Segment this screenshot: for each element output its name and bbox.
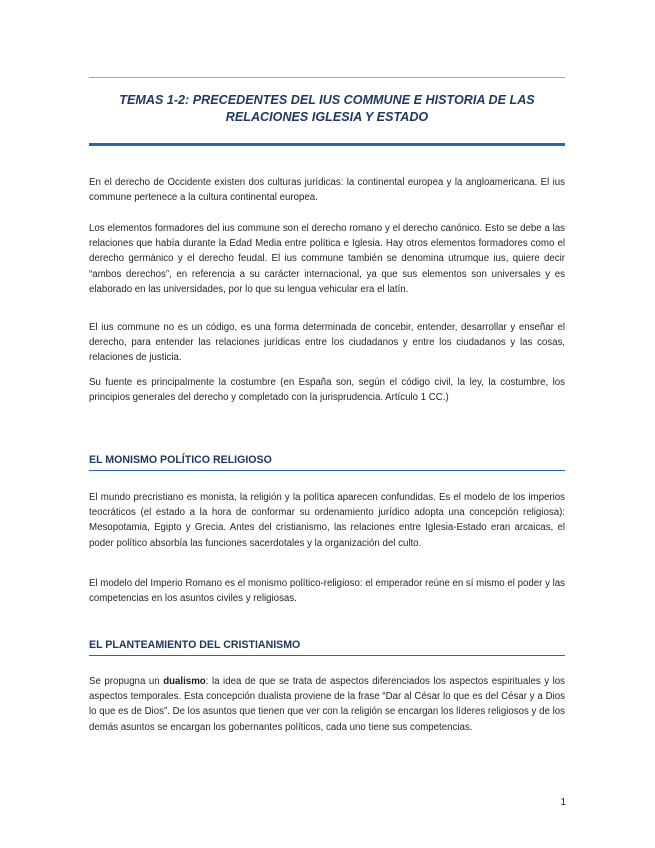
document-title: TEMAS 1-2: PRECEDENTES DEL IUS COMMUNE E HISTORIA DE LAS RELACIONES IGLESIA Y ESTADO	[119, 93, 535, 124]
monismo-paragraph-1: El mundo precristiano es monista, la religión y la política aparecen confundidas. Es el modelo de los imperios teocráticos (el estado a la hora de conformar su ordenamiento jurídico adopta una concepción religiosa): Mesopotamia, Egipto y Grecia. Antes del cristianismo, las relaciones entre Iglesia-Estado eran arcaicas, el poder político absorbía las funciones sacerdotales y la organización del culto.	[89, 492, 565, 549]
intro-paragraph-1: En el derecho de Occidente existen dos culturas jurídicas: la continental europea y la angloamericana. El ius commune pertenece a la cultura continental europea.	[89, 177, 565, 204]
section-heading-monismo: EL MONISMO POLÍTICO RELIGIOSO	[89, 453, 565, 471]
cristianismo-paragraph-1	[89, 674, 565, 735]
intro-paragraph-2: Los elementos formadores del ius commune son el derecho romano y el derecho canónico. Esto se debe a las relaciones que había durante la Edad Media entre política e Iglesia. Hay otros elementos formadores como el derecho germánico y el derecho feudal. El ius commune también se denomina utrumque ius, quiere decir “ambos derechos”, en referencia a su carácter internacional, ya que sus elementos son universales y es elaborado en las universidades, por lo que su lengua vehicular era el latín.	[89, 223, 565, 295]
page-number: 1	[560, 797, 566, 808]
monismo-paragraph-2: El modelo del Imperio Romano es el monismo político-religioso: el emperador reúne en sí mismo el poder y las competencias en los asuntos civiles y religiosas.	[89, 578, 565, 605]
intro-paragraph-4: Su fuente es principalmente la costumbre (en España son, según el código civil, la ley, la costumbre, los principios generales del derecho y completado con la jurisprudencia. Artículo 1 CC.)	[89, 377, 565, 404]
intro-paragraph-3: El ius commune no es un código, es una forma determinada de concebir, entender, desarrollar y enseñar el derecho, para entender las relaciones jurídicas entre los ciudadanos y entre los ciudadanos y las cosas, relaciones de justicia.	[89, 322, 565, 364]
top-divider	[89, 77, 565, 78]
title-underline	[89, 143, 565, 146]
dualismo-term: dualismo	[163, 676, 206, 687]
cristianismo-text-pre: Se propugna un	[89, 676, 164, 687]
section-heading-cristianismo: EL PLANTEAMIENTO DEL CRISTIANISMO	[89, 638, 565, 656]
cristianismo-text-post: : la idea de que se trata de aspectos diferenciados los aspectos espirituales y los aspectos temporales. Esta concepción dualista proviene de la frase “Dar al César lo que es del César y a Dios lo que es de Dios”. De los asuntos que tienen que ver con la religión se encargan los líderes religiosos y de los demás asuntos se encargan los gobernantes políticos, cada uno tiene sus competencias.	[89, 676, 566, 733]
